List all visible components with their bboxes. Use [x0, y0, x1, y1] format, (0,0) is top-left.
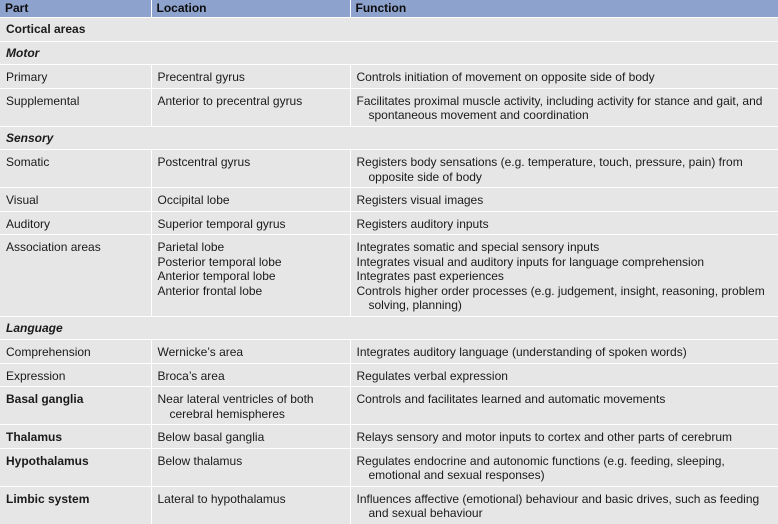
table-row	[0, 65, 778, 89]
part-cell: Comprehension	[0, 340, 151, 364]
function-text: Controls initiation of movement on opposite side of body	[356, 70, 655, 84]
location-cell: Lateral to hypothalamus	[151, 486, 350, 524]
table-row	[0, 448, 778, 486]
function-cell	[350, 425, 778, 449]
table-row	[0, 486, 778, 524]
function-cell	[350, 65, 778, 89]
function-cell	[350, 486, 778, 524]
function-text: Registers auditory inputs	[356, 216, 489, 231]
table-row-association-areas	[0, 235, 778, 317]
subsection-row	[0, 126, 778, 150]
part-cell: Somatic	[0, 150, 151, 188]
part-cell: Visual	[0, 188, 151, 212]
location-cell: Below basal ganglia	[151, 425, 350, 449]
location-cell: Occipital lobe	[151, 188, 350, 212]
association-location: Anterior temporal lobe	[157, 269, 276, 283]
function-text: Facilitates proximal muscle activity, including activity for stance and gait, and spontaneous movement and coordination	[356, 93, 763, 122]
location-text: Near lateral ventricles of both cerebral hemispheres	[157, 392, 314, 421]
function-cell	[350, 363, 778, 387]
part-cell: Auditory	[0, 211, 151, 235]
part-cell: Thalamus	[0, 425, 151, 449]
function-text: Registers visual images	[356, 193, 484, 207]
part-cell: Expression	[0, 363, 151, 387]
location-cell	[151, 387, 350, 425]
function-text: Regulates verbal expression	[356, 368, 508, 383]
location-cell: Broca’s area	[151, 363, 350, 387]
function-cell	[350, 340, 778, 364]
association-function: Controls higher order processes (e.g. judgement, insight, reasoning, problem solving, planning)	[356, 283, 765, 312]
function-text: Influences affective (emotional) behaviour and basic drives, such as feeding and sexual behaviour	[356, 491, 760, 520]
function-cell	[350, 88, 778, 126]
function-text: Controls and facilitates learned and automatic movements	[356, 392, 666, 406]
location-cell: Below thalamus	[151, 448, 350, 486]
part-cell: Hypothalamus	[0, 448, 151, 486]
header-function: Function	[350, 0, 778, 18]
location-cell: Wernicke’s area	[151, 340, 350, 364]
subsection-sensory: Sensory	[0, 126, 778, 150]
function-cell	[350, 387, 778, 425]
function-cell	[350, 150, 778, 188]
part-cell: Supplemental	[0, 88, 151, 126]
subsection-row	[0, 41, 778, 65]
part-cell: Primary	[0, 65, 151, 89]
table-row	[0, 188, 778, 212]
section-cortical-areas: Cortical areas	[0, 18, 778, 42]
function-text: Registers body sensations (e.g. temperature, touch, pressure, pain) from opposite side of body	[356, 155, 743, 184]
section-row	[0, 18, 778, 42]
table-row	[0, 88, 778, 126]
table-row	[0, 211, 778, 235]
header-row	[0, 0, 778, 18]
function-cell	[350, 188, 778, 212]
header-part: Part	[0, 0, 151, 18]
association-location: Anterior frontal lobe	[157, 283, 263, 298]
location-cell: Anterior to precentral gyrus	[151, 88, 350, 126]
part-cell: Association areas	[0, 235, 151, 317]
function-text: Relays sensory and motor inputs to cortex and other parts of cerebrum	[356, 430, 733, 444]
association-location: Posterior temporal lobe	[157, 254, 282, 269]
table-row	[0, 387, 778, 425]
table-row	[0, 363, 778, 387]
function-text: Integrates auditory language (understanding of spoken words)	[356, 345, 687, 359]
function-cell	[350, 235, 778, 317]
function-text: Regulates endocrine and autonomic functions (e.g. feeding, sleeping, emotional and sexual responses)	[356, 453, 725, 482]
subsection-motor: Motor	[0, 41, 778, 65]
association-function: Integrates visual and auditory inputs for language comprehension	[356, 254, 705, 269]
subsection-row	[0, 316, 778, 340]
header-location: Location	[151, 0, 350, 18]
part-cell: Limbic system	[0, 486, 151, 524]
location-cell: Superior temporal gyrus	[151, 211, 350, 235]
table-row	[0, 340, 778, 364]
part-cell: Basal ganglia	[0, 387, 151, 425]
association-function: Integrates somatic and special sensory inputs	[356, 240, 600, 254]
association-location: Parietal lobe	[157, 240, 225, 254]
function-cell	[350, 211, 778, 235]
function-cell	[350, 448, 778, 486]
table-row	[0, 425, 778, 449]
location-cell: Postcentral gyrus	[151, 150, 350, 188]
table-row	[0, 150, 778, 188]
association-function: Integrates past experiences	[356, 269, 504, 283]
location-cell	[151, 235, 350, 317]
subsection-language: Language	[0, 316, 778, 340]
location-cell: Precentral gyrus	[151, 65, 350, 89]
